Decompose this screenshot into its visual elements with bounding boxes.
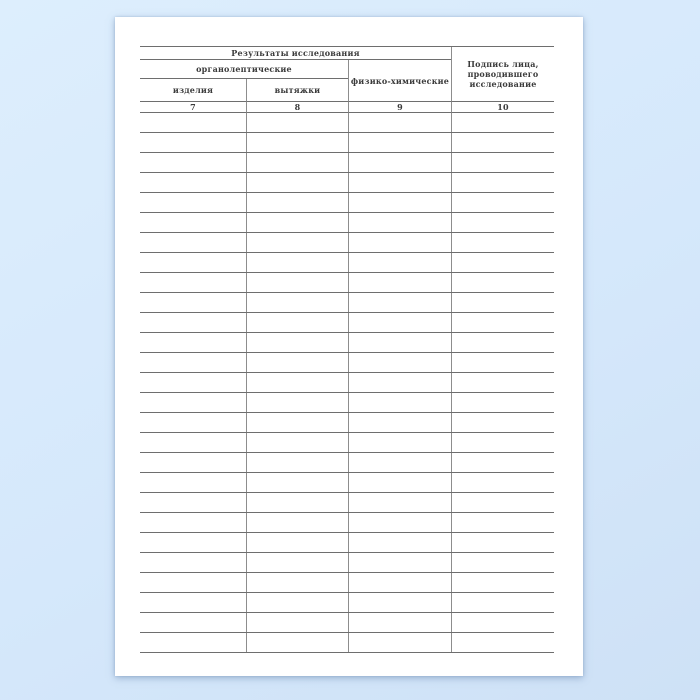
header-column-number-10 (451, 101, 554, 113)
table-cell (140, 573, 246, 592)
table-cell (451, 273, 554, 292)
table-cell (246, 493, 348, 512)
header-physico-chemical-label: физико-химические (350, 75, 450, 86)
column-number-label: 10 (497, 102, 509, 112)
table-cell (140, 153, 246, 172)
table-cell (348, 573, 451, 592)
table-cell (246, 453, 348, 472)
table-cell (348, 373, 451, 392)
header-products (140, 79, 246, 101)
table-cell (348, 113, 451, 132)
table-cell (246, 133, 348, 152)
table-cell (140, 273, 246, 292)
table-cell (140, 253, 246, 272)
table-cell (451, 613, 554, 632)
column-number-label: 7 (190, 102, 196, 112)
table-cell (451, 633, 554, 652)
table-cell (246, 613, 348, 632)
header-column-number-7 (140, 101, 246, 113)
header-signature-label: Подпись лица, проводившего исследование (467, 59, 539, 89)
table-cell (451, 153, 554, 172)
table-cell (348, 353, 451, 372)
table-cell (140, 433, 246, 452)
table-row (140, 573, 554, 593)
table-header (140, 47, 554, 113)
table-cell (451, 493, 554, 512)
table-cell (451, 113, 554, 132)
table-row (140, 173, 554, 193)
table-cell (140, 193, 246, 212)
table-row (140, 373, 554, 393)
header-results-group-label: Результаты исследования (231, 48, 360, 58)
table-cell (348, 253, 451, 272)
table-cell (451, 473, 554, 492)
table-cell (140, 453, 246, 472)
table-row (140, 613, 554, 633)
table-cell (246, 313, 348, 332)
table-cell (140, 213, 246, 232)
table-cell (140, 593, 246, 612)
table-cell (246, 253, 348, 272)
table-row (140, 313, 554, 333)
table-cell (451, 573, 554, 592)
table-cell (348, 313, 451, 332)
table-cell (451, 313, 554, 332)
table-cell (140, 473, 246, 492)
table-cell (348, 413, 451, 432)
table-cell (140, 553, 246, 572)
table-cell (246, 213, 348, 232)
table-cell (451, 413, 554, 432)
header-signature (451, 47, 554, 101)
table-cell (246, 273, 348, 292)
table-cell (451, 433, 554, 452)
table-row (140, 413, 554, 433)
table-row (140, 533, 554, 553)
table-cell (348, 513, 451, 532)
table-row (140, 133, 554, 153)
table-row (140, 333, 554, 353)
table-cell (348, 133, 451, 152)
table-cell (348, 233, 451, 252)
table-cell (246, 233, 348, 252)
table-row (140, 153, 554, 173)
table-cell (348, 633, 451, 652)
table-cell (140, 533, 246, 552)
table-cell (348, 593, 451, 612)
table-cell (246, 293, 348, 312)
table-cell (246, 113, 348, 132)
header-extracts (246, 79, 348, 101)
table-cell (246, 153, 348, 172)
table-cell (348, 493, 451, 512)
table-cell (451, 293, 554, 312)
table-row (140, 273, 554, 293)
table-row (140, 493, 554, 513)
table-cell (451, 253, 554, 272)
table-row (140, 193, 554, 213)
table-row (140, 473, 554, 493)
table-cell (451, 373, 554, 392)
table-row (140, 453, 554, 473)
table-cell (348, 533, 451, 552)
table-cell (140, 233, 246, 252)
table-cell (348, 433, 451, 452)
table-cell (246, 593, 348, 612)
table-cell (451, 173, 554, 192)
table-row (140, 393, 554, 413)
table-cell (246, 373, 348, 392)
table-cell (140, 493, 246, 512)
table-row (140, 253, 554, 273)
table-cell (140, 353, 246, 372)
table-cell (451, 513, 554, 532)
table-cell (451, 333, 554, 352)
table-row (140, 553, 554, 573)
table-cell (348, 293, 451, 312)
table-cell (451, 593, 554, 612)
header-extracts-label: вытяжки (274, 85, 321, 95)
table-cell (140, 133, 246, 152)
table-cell (348, 453, 451, 472)
table-cell (140, 313, 246, 332)
table-cell (246, 173, 348, 192)
table-cell (348, 153, 451, 172)
table-cell (451, 393, 554, 412)
table-body (140, 113, 554, 653)
table-cell (246, 193, 348, 212)
table-cell (246, 513, 348, 532)
header-column-number-8 (246, 101, 348, 113)
table-cell (140, 373, 246, 392)
table-cell (246, 433, 348, 452)
table-cell (451, 233, 554, 252)
column-number-label: 8 (294, 102, 301, 112)
table-cell (451, 553, 554, 572)
table-cell (246, 413, 348, 432)
table-cell (140, 613, 246, 632)
table-cell (348, 333, 451, 352)
table-row (140, 513, 554, 533)
table-row (140, 213, 554, 233)
table-cell (348, 273, 451, 292)
table-row (140, 353, 554, 373)
header-results-group (140, 47, 451, 60)
table-cell (246, 333, 348, 352)
table-cell (246, 353, 348, 372)
table-row (140, 293, 554, 313)
table-cell (246, 553, 348, 572)
table-row (140, 593, 554, 613)
table-cell (451, 533, 554, 552)
table-cell (140, 113, 246, 132)
table-cell (451, 353, 554, 372)
table-cell (348, 173, 451, 192)
table-row (140, 233, 554, 253)
table-row (140, 433, 554, 453)
table-cell (348, 553, 451, 572)
table-cell (451, 133, 554, 152)
table-cell (348, 473, 451, 492)
table-cell (246, 533, 348, 552)
column-number-label: 9 (397, 102, 403, 112)
table-cell (348, 193, 451, 212)
header-organoleptic-group (140, 60, 348, 79)
table-cell (140, 513, 246, 532)
header-products-label: изделия (172, 85, 214, 95)
results-table (140, 46, 554, 653)
table-cell (348, 393, 451, 412)
table-cell (451, 193, 554, 212)
table-cell (246, 633, 348, 652)
table-row (140, 633, 554, 653)
table-cell (451, 453, 554, 472)
table-cell (451, 213, 554, 232)
table-cell (140, 173, 246, 192)
table-cell (140, 633, 246, 652)
table-cell (140, 333, 246, 352)
header-organoleptic-label: органолептические (196, 64, 292, 74)
table-cell (246, 473, 348, 492)
header-column-number-9 (348, 101, 451, 113)
header-physico-chemical (348, 60, 451, 101)
table-cell (246, 393, 348, 412)
table-cell (140, 293, 246, 312)
table-cell (140, 413, 246, 432)
table-cell (246, 573, 348, 592)
document-page (115, 17, 583, 676)
table-row (140, 113, 554, 133)
table-cell (348, 613, 451, 632)
table-cell (348, 213, 451, 232)
table-cell (140, 393, 246, 412)
